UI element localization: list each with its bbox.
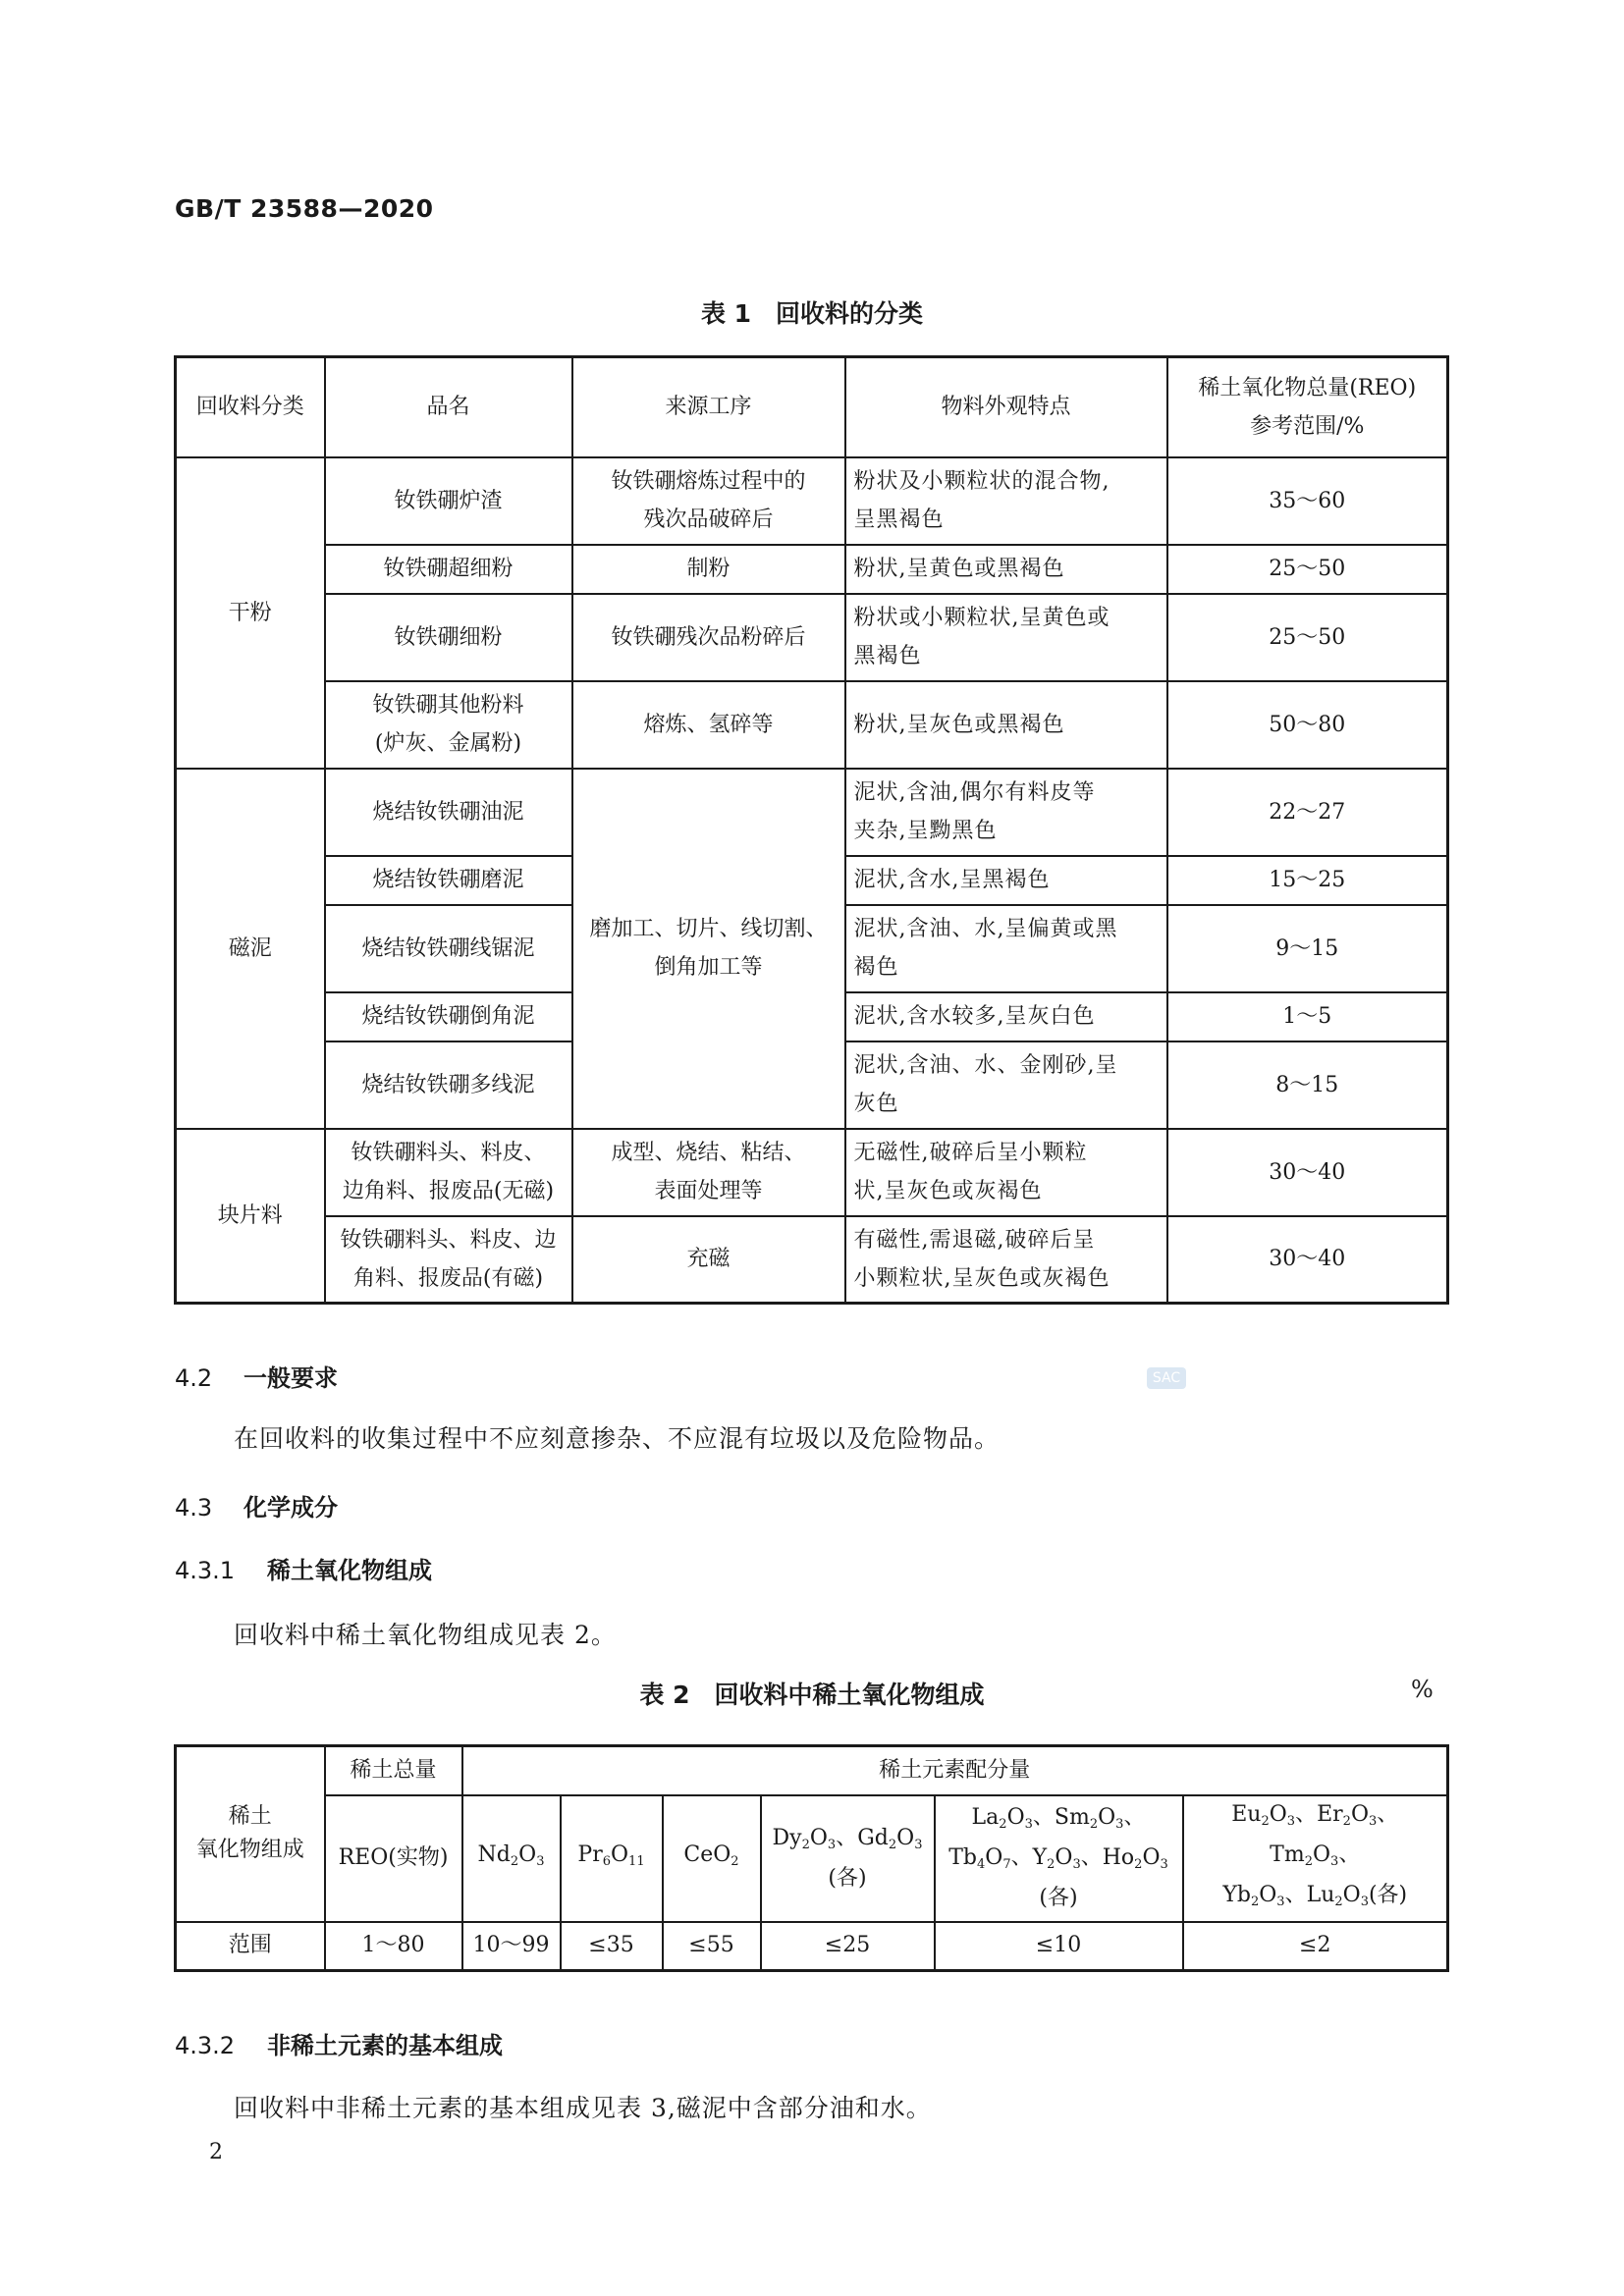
table1-caption: 表 1 回收料的分类 <box>700 299 924 328</box>
t1-row-source: 钕铁硼残次品粉碎后 <box>572 594 845 681</box>
t1-row-range: 35～60 <box>1167 457 1448 545</box>
t1-row-range: 25～50 <box>1167 545 1448 594</box>
t2-value-la-sm-tb-y-ho: ≤10 <box>935 1922 1183 1971</box>
t1-header-reo-range: 稀土氧化物总量(REO) 参考范围/% <box>1167 357 1448 457</box>
t1-row-feature: 粉状及小颗粒状的混合物, 呈黑褐色 <box>845 457 1167 545</box>
section-4-3-1-heading <box>175 1551 432 1585</box>
t1-row-name: 烧结钕铁硼多线泥 <box>325 1041 572 1129</box>
t1-row-name: 钕铁硼超细粉 <box>325 545 572 594</box>
section-title: 非稀土元素的基本组成 <box>267 2032 503 2059</box>
page-number: 2 <box>209 2140 223 2164</box>
section-number: 4.3 <box>175 1494 213 1522</box>
section-number: 4.3.1 <box>175 1557 236 1584</box>
t1-group-dry-powder: 干粉 <box>176 457 325 769</box>
t2-value-reo: 1～80 <box>325 1922 462 1971</box>
table2-caption: 表 2 回收料中稀土氧化物组成 <box>639 1681 985 1709</box>
t1-row-feature: 泥状,含油、水,呈偏黄或黑 褐色 <box>845 905 1167 992</box>
section-number: 4.3.2 <box>175 2032 236 2059</box>
t1-row-source: 充磁 <box>572 1216 845 1304</box>
t1-row-range: 8～15 <box>1167 1041 1448 1129</box>
t1-row-range: 30～40 <box>1167 1216 1448 1304</box>
t1-row-feature: 无磁性,破碎后呈小颗粒 状,呈灰色或灰褐色 <box>845 1129 1167 1216</box>
t1-header-name: 品名 <box>325 357 572 457</box>
section-4-3-2-heading <box>175 2026 503 2060</box>
t1-row-source: 熔炼、氢碎等 <box>572 681 845 769</box>
t1-row-feature: 泥状,含油,偶尔有料皮等 夹杂,呈黝黑色 <box>845 769 1167 856</box>
document-number: GB/T 23588—2020 <box>175 194 434 223</box>
section-4-3-2-text: 回收料中非稀土元素的基本组成见表 3,磁泥中含部分油和水。 <box>234 2094 932 2122</box>
t2-distribution-header: 稀土元素配分量 <box>462 1746 1448 1795</box>
t1-row-range: 22～27 <box>1167 769 1448 856</box>
section-title: 一般要求 <box>244 1364 338 1392</box>
t1-row-name: 钕铁硼细粉 <box>325 594 572 681</box>
t1-row-feature: 有磁性,需退磁,破碎后呈 小颗粒状,呈灰色或灰褐色 <box>845 1216 1167 1304</box>
t2-value-dy-gd: ≤25 <box>761 1922 935 1971</box>
section-number: 4.2 <box>175 1364 213 1392</box>
t1-row-feature: 粉状,呈黄色或黑褐色 <box>845 545 1167 594</box>
section-4-3-1-text: 回收料中稀土氧化物组成见表 2。 <box>234 1621 617 1649</box>
t1-row-name: 烧结钕铁硼油泥 <box>325 769 572 856</box>
t1-header-feature: 物料外观特点 <box>845 357 1167 457</box>
t1-row-range: 15～25 <box>1167 856 1448 905</box>
t1-row-feature: 泥状,含水较多,呈灰白色 <box>845 992 1167 1041</box>
table2-rare-earth-oxide-composition <box>174 1744 1449 1972</box>
t1-group-block-pieces: 块片料 <box>176 1129 325 1304</box>
t2-col-pr6o11: $Pr_6O_{11}$ <box>561 1795 663 1922</box>
t2-col-la-sm-tb-y-ho: $La_2O_3$、$Sm_2O_3$、 $Tb_4O_7$、$Y_2O_3$、$Ho_2O_3$ (各) <box>935 1795 1183 1922</box>
t1-row-feature: 粉状或小颗粒状,呈黄色或 黑褐色 <box>845 594 1167 681</box>
section-title: 化学成分 <box>244 1494 338 1522</box>
t1-row-range: 25～50 <box>1167 594 1448 681</box>
t1-row-name: 烧结钕铁硼线锯泥 <box>325 905 572 992</box>
t2-value-nd2o3: 10～99 <box>462 1922 561 1971</box>
t1-header-category: 回收料分类 <box>176 357 325 457</box>
t2-col-dy-gd: $Dy_2O_3$、$Gd_2O_3$ (各) <box>761 1795 935 1922</box>
section-title: 稀土氧化物组成 <box>267 1557 432 1584</box>
t2-range-label: 范围 <box>176 1922 325 1971</box>
t1-row-feature: 泥状,含油、水、金刚砂,呈 灰色 <box>845 1041 1167 1129</box>
section-4-3-heading <box>175 1488 338 1522</box>
t1-group-magnetic-sludge: 磁泥 <box>176 769 325 1129</box>
t2-value-pr6o11: ≤35 <box>561 1922 663 1971</box>
section-4-2-text: 在回收料的收集过程中不应刻意掺杂、不应混有垃圾以及危险物品。 <box>234 1424 1001 1453</box>
t2-corner-header: 稀土 氧化物组成 <box>176 1746 325 1922</box>
t1-row-range: 9～15 <box>1167 905 1448 992</box>
section-4-2-heading <box>175 1359 338 1393</box>
t2-value-eu-er-tm-yb-lu: ≤2 <box>1183 1922 1448 1971</box>
t2-value-ceo2: ≤55 <box>663 1922 761 1971</box>
t1-row-feature: 泥状,含水,呈黑褐色 <box>845 856 1167 905</box>
t1-row-range: 30～40 <box>1167 1129 1448 1216</box>
t1-row-name: 钕铁硼料头、料皮、 边角料、报废品(无磁) <box>325 1129 572 1216</box>
t1-row-source: 成型、烧结、粘结、 表面处理等 <box>572 1129 845 1216</box>
t1-row-name: 钕铁硼其他粉料 (炉灰、金属粉) <box>325 681 572 769</box>
t2-total-header: 稀土总量 <box>325 1746 462 1795</box>
t1-row-feature: 粉状,呈灰色或黑褐色 <box>845 681 1167 769</box>
t1-row-source: 钕铁硼熔炼过程中的 残次品破碎后 <box>572 457 845 545</box>
t1-row-name: 烧结钕铁硼倒角泥 <box>325 992 572 1041</box>
t1-row-range: 50～80 <box>1167 681 1448 769</box>
t1-shared-sludge-source: 磨加工、切片、线切割、 倒角加工等 <box>572 769 845 1129</box>
t1-row-name: 烧结钕铁硼磨泥 <box>325 856 572 905</box>
sac-watermark-logo: SAC <box>1147 1367 1186 1389</box>
t2-col-ceo2: CeO$_2$ <box>663 1795 761 1922</box>
t1-row-range: 1～5 <box>1167 992 1448 1041</box>
t1-row-name: 钕铁硼料头、料皮、边 角料、报废品(有磁) <box>325 1216 572 1304</box>
t2-col-eu-er-tm-yb-lu: $Eu_2O_3$、$Er_2O_3$、$Tm_2O_3$、 $Yb_2O_3$、$Lu_2O_3$(各) <box>1183 1795 1448 1922</box>
t1-header-source: 来源工序 <box>572 357 845 457</box>
t1-row-source: 制粉 <box>572 545 845 594</box>
t2-col-nd2o3: $Nd_2O_3$ <box>462 1795 561 1922</box>
t2-reo-label: REO(实物) <box>325 1795 462 1922</box>
t1-row-name: 钕铁硼炉渣 <box>325 457 572 545</box>
table2-unit: % <box>1411 1676 1434 1703</box>
table1-recycled-material-classification <box>174 355 1449 1305</box>
